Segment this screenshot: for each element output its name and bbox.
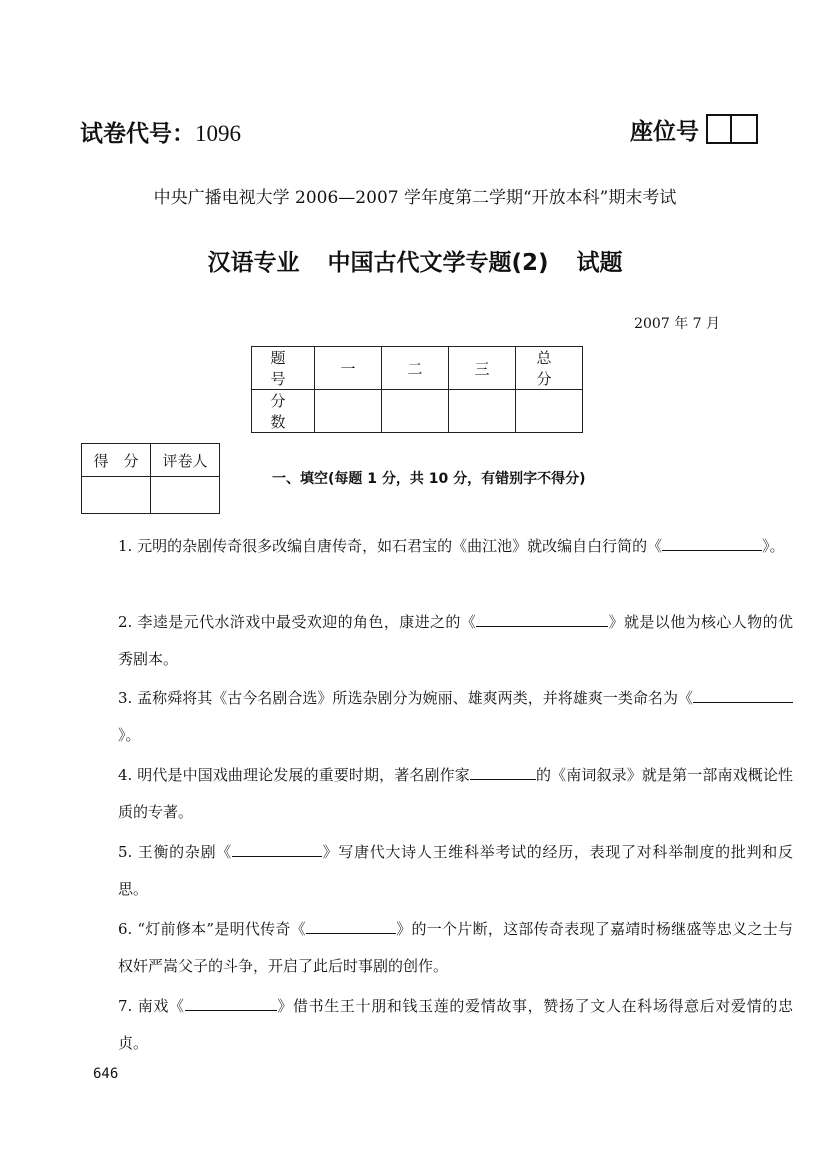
grader-score-label: 得 分 <box>82 444 151 477</box>
score-table-col: 三 <box>449 347 516 390</box>
paper-code-label: 试卷代号： <box>80 121 195 147</box>
question-item <box>80 988 793 1062</box>
grader-table-blank-row <box>82 477 220 514</box>
score-table-score-row <box>252 390 583 433</box>
question-item <box>80 911 793 985</box>
answer-blank <box>306 918 396 934</box>
question-text: 7. 南戏《 <box>118 997 185 1015</box>
question-item <box>80 604 793 678</box>
answer-blank <box>185 995 277 1011</box>
question-text: 》的一个片断，这部传奇表现了嘉靖时杨继盛等忠义之士与权奸严嵩父子的斗争，开启了此后时事剧的创作。 <box>118 920 793 975</box>
question-text: 4. 明代是中国戏曲理论发展的重要时期，著名剧作家 <box>118 766 470 784</box>
exam-title <box>0 244 830 277</box>
question-item <box>80 680 793 754</box>
question-text: 》借书生王十朋和钱玉莲的爱情故事，赞扬了文人在科场得意后对爱情的忠贞。 <box>118 997 793 1052</box>
question-text: 2. 李逵是元代水浒戏中最受欢迎的角色，康进之的《 <box>118 613 477 631</box>
question-text: 》就是以他为核心人物的优秀剧本。 <box>118 613 793 668</box>
score-table-col: 一 <box>315 347 382 390</box>
question-item <box>80 528 793 565</box>
paper-code-number: 1096 <box>195 121 241 146</box>
question-text: 6. “灯前修本”是明代传奇《 <box>118 920 306 938</box>
question-item <box>80 834 793 908</box>
seat-number-box <box>706 114 758 144</box>
answer-blank <box>662 535 762 551</box>
grader-name-cell <box>151 477 220 514</box>
question-text: 1. 元明的杂剧传奇很多改编自唐传奇，如石君宝的《曲江池》就改编自白行简的《 <box>118 537 663 555</box>
university-line: 中央广播电视大学 2006—2007 学年度第二学期“开放本科”期末考试 <box>153 188 677 208</box>
score-cell <box>449 390 516 433</box>
question-text: 》写唐代大诗人王维科举考试的经历，表现了对科举制度的批判和反思。 <box>118 843 793 898</box>
question-text: 5. 王衡的杂剧《 <box>118 843 232 861</box>
grader-score-cell <box>82 477 151 514</box>
section-heading: 一、填空(每题 1 分，共 10 分，有错别字不得分) <box>272 471 586 487</box>
score-cell <box>382 390 449 433</box>
score-table-col: 二 <box>382 347 449 390</box>
grader-name-label: 评卷人 <box>151 444 220 477</box>
exam-date: 2007 年 7 月 <box>634 316 720 332</box>
answer-blank <box>693 687 793 703</box>
seat-box-divider <box>730 116 732 142</box>
answer-blank <box>232 841 322 857</box>
question-text: 3. 孟称舜将其《古今名剧合选》所选杂剧分为婉丽、雄爽两类，并将雄爽一类命名为《 <box>118 689 693 707</box>
score-cell <box>516 390 583 433</box>
question-text: 》。 <box>118 726 141 744</box>
seat-number-label: 座位号 <box>630 119 699 145</box>
score-table-total: 总 分 <box>516 347 583 390</box>
grader-table-header <box>82 444 220 477</box>
score-table <box>251 346 587 433</box>
score-table-label: 题 号 <box>252 347 315 390</box>
question-text: 》。 <box>762 537 785 555</box>
score-cell <box>315 390 382 433</box>
answer-blank <box>470 764 536 780</box>
question-item <box>80 757 793 831</box>
score-table-header-row <box>252 347 583 390</box>
exam-course: 中国古代文学专题(2) <box>327 250 549 276</box>
paper-code <box>80 115 241 148</box>
page-number: 646 <box>93 1066 119 1082</box>
grader-table <box>81 443 220 514</box>
question-text: 的《南词叙录》就是第一部南戏概论性质的专著。 <box>118 766 793 821</box>
answer-blank <box>476 611 608 627</box>
exam-type: 试题 <box>576 250 623 276</box>
exam-major: 汉语专业 <box>207 250 300 276</box>
score-row-label: 分 数 <box>252 390 315 433</box>
